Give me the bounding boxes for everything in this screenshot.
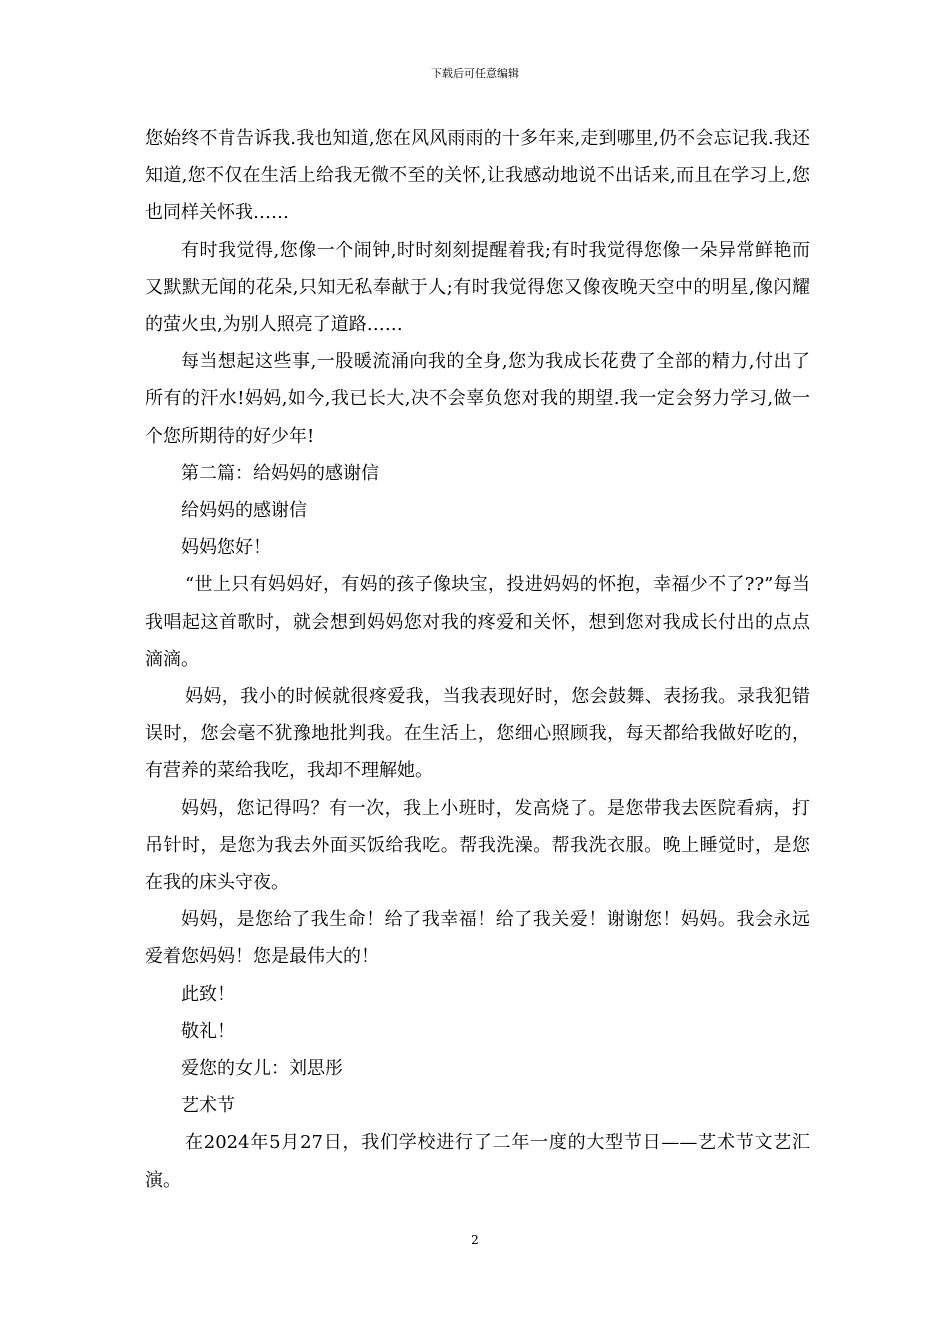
paragraph: 您始终不肯告诉我.我也知道,您在风风雨雨的十多年来,走到哪里,仍不会忘记我.我还知道,您不仅在生活上给我无微不至的关怀,让我感动地说不出话来,而且在学习上,您也同样关怀我…… [145, 128, 810, 224]
paragraph: 妈妈，您记得吗？有一次，我上小班时，发高烧了。是您带我去医院看病，打吊针时，是您为我去外面买饭给我吃。帮我洗澡。帮我洗衣服。晚上睡觉时，是您在我的床头守夜。 [145, 797, 810, 894]
letter-greeting: 妈妈您好！ [181, 537, 271, 559]
letter-closing: 此致！ [181, 983, 235, 1005]
letter-signature: 爱您的女儿：刘思彤 [181, 1058, 343, 1080]
paragraph: 有时我觉得,您像一个闹钟,时时刻刻提醒着我;有时我觉得您像一朵异常鲜艳而又默默无闻的花朵,只知无私奉献于人;有时我觉得您又像夜晚天空中的明星,像闪耀的萤火虫,为别人照亮了道路…… [145, 239, 810, 336]
paragraph: 每当想起这些事,一股暖流涌向我的全身,您为我成长花费了全部的精力,付出了所有的汗水!妈妈,如今,我已长大,决不会辜负您对我的期望.我一定会努力学习,做一个您所期待的好少年! [145, 351, 810, 447]
letter-title: 给妈妈的感谢信 [181, 500, 307, 522]
section-title: 艺术节 [181, 1095, 235, 1117]
paragraph: 妈妈，是您给了我生命！给了我幸福！给了我关爱！谢谢您！妈妈。我会永远爱着您妈妈！您是最伟大的！ [145, 909, 810, 968]
paragraph: “世上只有妈妈好，有妈的孩子像块宝，投进妈妈的怀抱，幸福少不了??”每当我唱起这首歌时，就会想到妈妈您对我的疼爱和关怀，想到您对我成长付出的点点滴滴。 [145, 574, 810, 670]
document-body [145, 120, 810, 1199]
section-title: 第二篇：给妈妈的感谢信 [181, 462, 379, 484]
paragraph: 妈妈，我小的时候就很疼爱我，当我表现好时，您会鼓舞、表扬我。录我犯错误时，您会毫不犹豫地批判我。在生活上，您细心照顾我，每天都给我做好吃的，有营养的菜给我吃，我却不理解她。 [145, 686, 810, 782]
page-number: 2 [471, 1233, 479, 1247]
letter-salute: 敬礼！ [181, 1020, 235, 1042]
page-header: 下载后可任意编辑 [431, 67, 519, 80]
paragraph: 在2024年5月27日，我们学校进行了二年一度的大型节日——艺术节文艺汇演。 [145, 1132, 810, 1191]
